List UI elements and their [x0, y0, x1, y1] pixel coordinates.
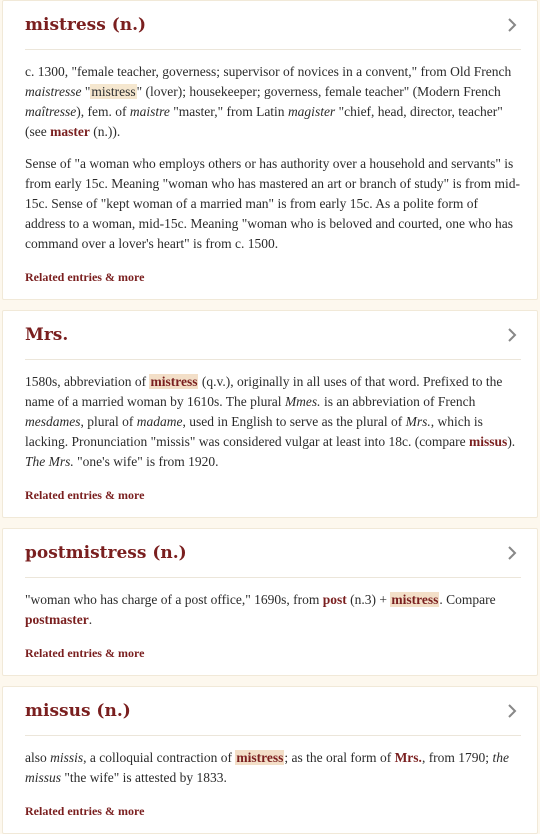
text-run: . Compare	[439, 592, 496, 607]
cross-reference-link[interactable]: postmaster	[25, 612, 89, 627]
text-run: "woman who has charge of a post office," 1690s, from	[25, 592, 323, 607]
text-run: (n.3) +	[346, 592, 391, 607]
italic-term: mesdames	[25, 414, 81, 429]
cross-reference-link[interactable]: mistress	[236, 750, 284, 765]
text-run: "	[81, 84, 91, 99]
text-run: (n.)).	[89, 124, 121, 139]
cross-reference-link[interactable]: master	[50, 124, 90, 139]
text-run: ).	[507, 434, 516, 449]
entry-paragraph	[25, 62, 521, 142]
related-entries-link[interactable]: Related entries & more	[25, 646, 145, 660]
text-run: , used in English to serve as the plural of	[182, 414, 406, 429]
highlighted-term: mistress	[91, 84, 136, 99]
text-run: 1580s, abbreviation of	[25, 374, 150, 389]
entry-title[interactable]: mistress (n.)	[25, 15, 147, 35]
entry-body	[25, 360, 521, 472]
entry-card	[2, 0, 538, 300]
cross-reference-link[interactable]: missus	[469, 434, 508, 449]
text-run: "one's wife" is from 1920.	[73, 454, 219, 469]
cross-reference-link[interactable]: mistress	[391, 592, 439, 607]
chevron-right-icon[interactable]	[503, 16, 521, 34]
text-run: , from 1790;	[421, 750, 493, 765]
text-run: "chief, head, director, teacher" (see	[25, 104, 503, 139]
entry-header[interactable]	[25, 529, 521, 578]
text-run: ), fem. of	[76, 104, 130, 119]
related-entries-link[interactable]: Related entries & more	[25, 488, 145, 502]
entry-card	[2, 686, 538, 834]
entry-paragraph	[25, 154, 521, 254]
cross-reference-link[interactable]: Mrs.	[394, 750, 422, 765]
entry-body	[25, 578, 521, 630]
entry-paragraph	[25, 590, 521, 630]
italic-term: maîtresse	[25, 104, 77, 119]
italic-term: missis	[50, 750, 84, 765]
text-run: "the wife" is attested by 1833.	[61, 770, 227, 785]
text-run: c. 1300, "female teacher, governess; supervisor of novices in a convent," from Old French	[25, 64, 512, 79]
text-run: (q.v.), originally in all uses of that word. Prefixed to the name of a married woman by 1610s. The plural	[25, 374, 503, 409]
entry-card	[2, 528, 538, 676]
entry-paragraph	[25, 372, 521, 472]
entry-header[interactable]	[25, 687, 521, 736]
text-run: is an abbreviation of French	[320, 394, 476, 409]
italic-term: Mmes.	[284, 394, 321, 409]
cross-reference-link[interactable]: mistress	[150, 374, 198, 389]
italic-term: the missus	[25, 750, 509, 785]
text-run: "master," from Latin	[169, 104, 288, 119]
entry-body	[25, 736, 521, 788]
text-run: , a colloquial contraction of	[83, 750, 236, 765]
italic-term: maistresse	[25, 84, 82, 99]
italic-term: Mrs.	[405, 414, 431, 429]
cross-reference-link[interactable]: post	[322, 592, 347, 607]
entry-title[interactable]: postmistress (n.)	[25, 543, 187, 563]
entry-title[interactable]: missus (n.)	[25, 701, 131, 721]
entry-header[interactable]	[25, 1, 521, 50]
chevron-right-icon[interactable]	[503, 326, 521, 344]
related-entries-link[interactable]: Related entries & more	[25, 804, 145, 818]
text-run: Sense of "a woman who employs others or has authority over a household and servants" is from early 15c. Meaning "woman who has mastered an art or branch of study" is from mid-15c. Sense of "kept woman of a married man" is from early 15c. As a polite form of address to a woman, mid-15c. Meaning "woman who is beloved and courted, one who has command over a lover's heart" is from c. 1500.	[25, 156, 521, 251]
italic-term: madame	[136, 414, 183, 429]
entry-paragraph	[25, 748, 521, 788]
italic-term: The Mrs.	[25, 454, 74, 469]
entry-title[interactable]: Mrs.	[25, 325, 69, 345]
entry-card	[2, 310, 538, 518]
chevron-right-icon[interactable]	[503, 544, 521, 562]
text-run: , plural of	[80, 414, 137, 429]
related-entries-link[interactable]: Related entries & more	[25, 270, 145, 284]
text-run: ; as the oral form of	[284, 750, 395, 765]
entry-header[interactable]	[25, 311, 521, 360]
text-run: also	[25, 750, 51, 765]
text-run: " (lover); housekeeper; governess, female teacher" (Modern French	[136, 84, 501, 99]
italic-term: magister	[287, 104, 336, 119]
text-run: , which is lacking. Pronunciation "missis" was considered vulgar at least into 18c. (compare	[25, 414, 483, 449]
entry-body	[25, 50, 521, 254]
text-run: .	[88, 612, 93, 627]
italic-term: maistre	[129, 104, 170, 119]
